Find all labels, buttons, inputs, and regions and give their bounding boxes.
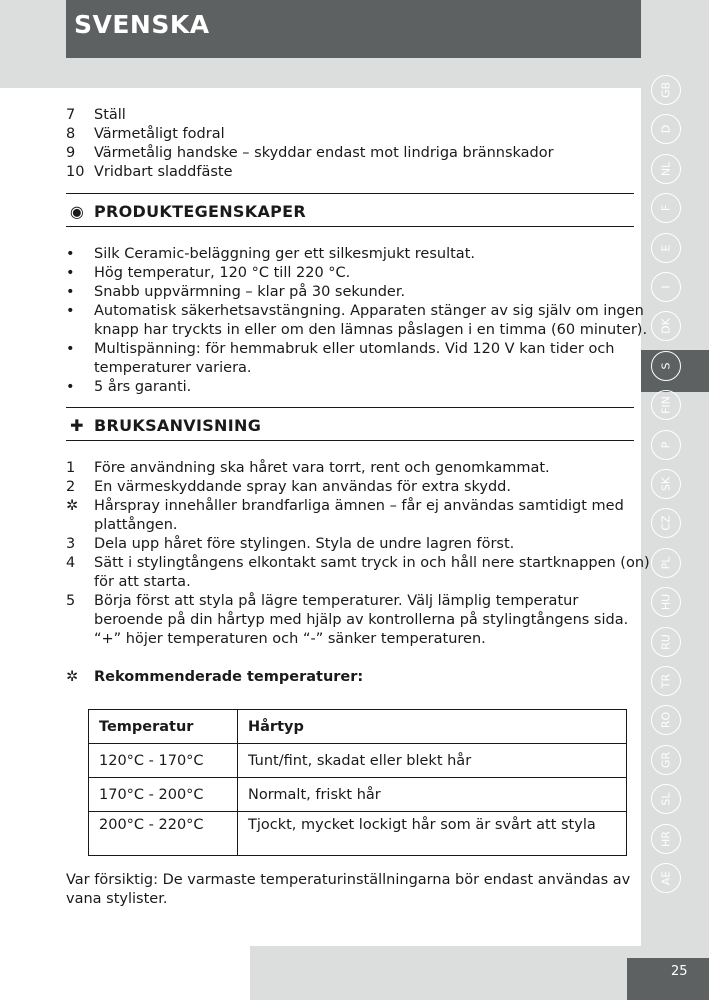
- language-tab-cz[interactable]: CZ: [651, 508, 681, 538]
- sun-icon: ✲: [66, 498, 79, 514]
- language-tab-ae[interactable]: AE: [651, 863, 681, 893]
- section-divider: [66, 440, 634, 441]
- table-row: [89, 778, 627, 812]
- language-tab-d[interactable]: D: [651, 114, 681, 144]
- language-tab-gr[interactable]: GR: [651, 745, 681, 775]
- table-cell: Tunt/fint, skadat eller blekt hår: [238, 744, 627, 778]
- page-number-box: [627, 958, 709, 1000]
- header-bar: [66, 0, 641, 58]
- language-tab-ru[interactable]: RU: [651, 627, 681, 657]
- section-divider: [66, 193, 634, 194]
- table-header-cell: Hårtyp: [238, 710, 627, 744]
- section-divider: [66, 226, 634, 227]
- footer-band: [250, 946, 641, 1000]
- language-tab-hr[interactable]: HR: [651, 824, 681, 854]
- language-tab-i[interactable]: I: [651, 272, 681, 302]
- table-cell: Tjockt, mycket lockigt hår som är svårt att styla: [238, 812, 627, 856]
- sun-icon: ✲: [66, 669, 79, 685]
- language-tab-tr[interactable]: TR: [651, 666, 681, 696]
- language-tab-nl[interactable]: NL: [651, 154, 681, 184]
- caution-text: vana stylister.: [66, 891, 168, 907]
- language-tab-sk[interactable]: SK: [651, 469, 681, 499]
- table-cell: 120°C - 170°C: [89, 744, 238, 778]
- language-tab-hu[interactable]: HU: [651, 587, 681, 617]
- page-title: SVENSKA: [74, 10, 210, 39]
- table-header-cell: Temperatur: [89, 710, 238, 744]
- section-divider: [66, 407, 634, 408]
- language-tab-ro[interactable]: RO: [651, 705, 681, 735]
- language-tab-s[interactable]: S: [651, 351, 681, 381]
- temperature-table: [88, 709, 627, 856]
- table-row: [89, 812, 627, 856]
- table-cell: Normalt, friskt hår: [238, 778, 627, 812]
- language-tab-p[interactable]: P: [651, 430, 681, 460]
- f-icon: ✚: [70, 416, 84, 435]
- eye-icon: ◉: [69, 202, 85, 221]
- language-tab-sl[interactable]: SL: [651, 784, 681, 814]
- section-heading-instructions: ✚ BRUKSANVISNING: [66, 416, 261, 435]
- page-number: 25: [671, 964, 688, 979]
- table-header-row: [89, 710, 627, 744]
- section-heading-features: ◉ PRODUKTEGENSKAPER: [66, 202, 306, 221]
- language-tab-fin[interactable]: FIN: [651, 390, 681, 420]
- table-cell: 170°C - 200°C: [89, 778, 238, 812]
- language-tab-e[interactable]: E: [651, 233, 681, 263]
- caution-text: Var försiktig: De varmaste temperaturinställningarna bör endast användas av: [66, 872, 631, 888]
- language-tab-f[interactable]: F: [651, 193, 681, 223]
- table-cell: 200°C - 220°C: [89, 812, 238, 856]
- language-tab-pl[interactable]: PL: [651, 548, 681, 578]
- language-tab-dk[interactable]: DK: [651, 311, 681, 341]
- table-row: [89, 744, 627, 778]
- language-tab-gb[interactable]: GB: [651, 75, 681, 105]
